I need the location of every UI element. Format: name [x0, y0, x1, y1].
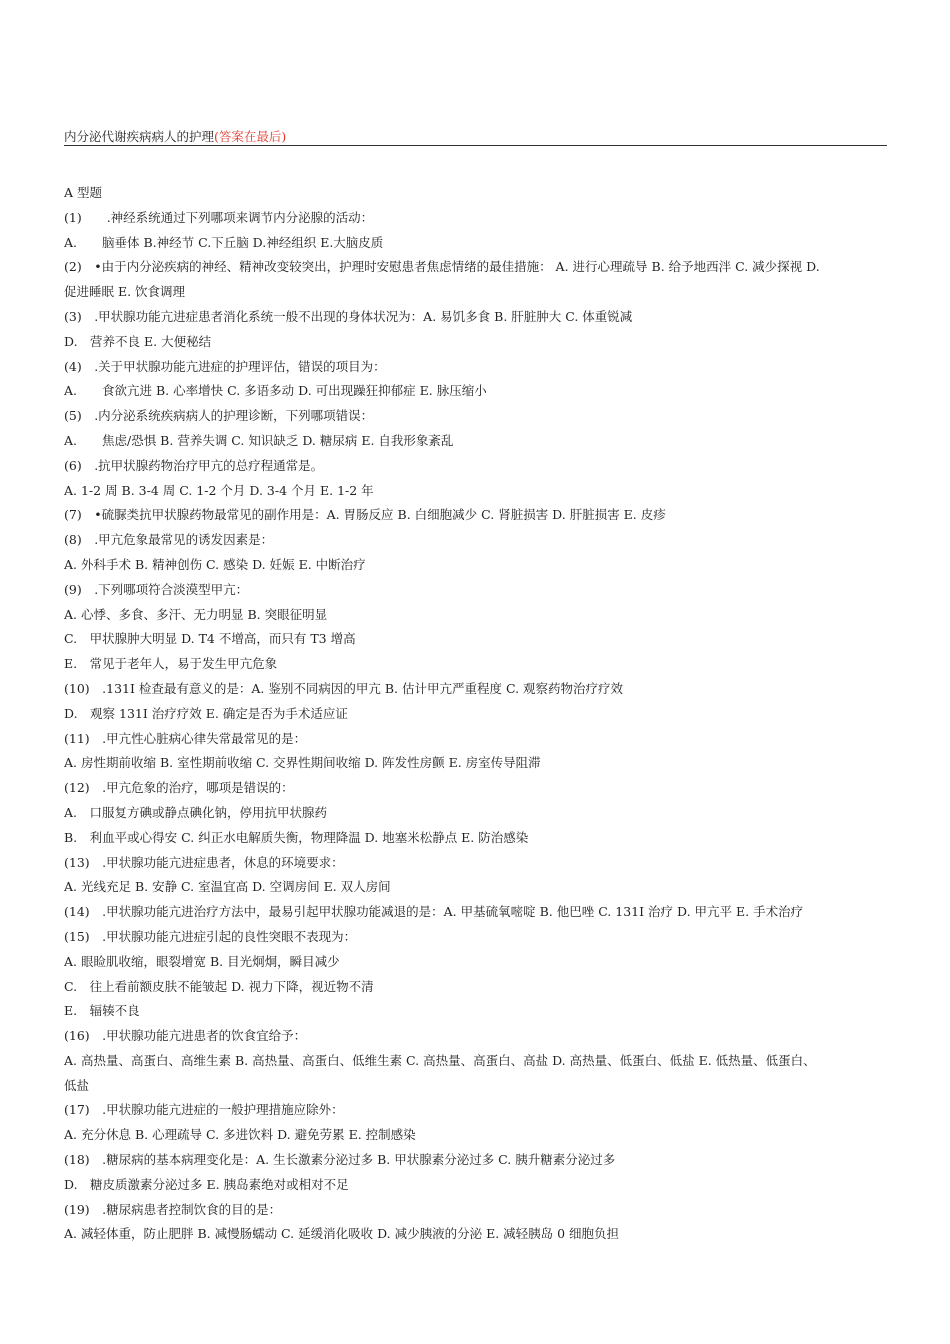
- question-line: (18) .糖尿病的基本病理变化是：A. 生长激素分泌过多 B. 甲状腺素分泌过多 C. 胰升糖素分泌过多: [64, 1152, 616, 1168]
- answer-note: (答案在最后): [214, 129, 287, 144]
- option-line: A. 光线充足 B. 安静 C. 室温宜高 D. 空调房间 E. 双人房间: [64, 879, 391, 895]
- option-line: A. 1-2 周 B. 3-4 周 C. 1-2 个月 D. 3-4 个月 E. 1-2 年: [64, 482, 374, 498]
- question-line: (2) •由于内分泌疾病的神经、精神改变较突出，护理时安慰患者焦虑情绪的最佳措施： A. 进行心理疏导 B. 给予地西泮 C. 减少探视 D.: [64, 259, 820, 275]
- option-line: B. 利血平或心得安 C. 纠正水电解质失衡，物理降温 D. 地塞米松静点 E. 防治感染: [64, 829, 529, 845]
- option-line: A. 焦虑/恐惧 B. 营养失调 C. 知识缺乏 D. 糖尿病 E. 自我形象紊乱: [64, 432, 454, 448]
- question-line: (8) .甲亢危象最常见的诱发因素是：: [64, 532, 274, 548]
- question-line: (11) .甲亢性心脏病心律失常最常见的是：: [64, 730, 307, 746]
- option-line: A. 眼睑肌收缩，眼裂增宽 B. 目光炯炯，瞬目减少: [64, 953, 340, 969]
- option-line: D. 糖皮质激素分泌过多 E. 胰岛素绝对或相对不足: [64, 1176, 349, 1192]
- section-heading: A 型题: [64, 185, 103, 200]
- question-line: (15) .甲状腺功能亢进症引起的良性突眼不表现为：: [64, 928, 357, 944]
- question-line: (6) .抗甲状腺药物治疗甲亢的总疗程通常是。: [64, 457, 324, 473]
- question-line: (3) .甲状腺功能亢进症患者消化系统一般不出现的身体状况为：A. 易饥多食 B. 肝脏肿大 C. 体重锐减: [64, 308, 633, 324]
- option-line: D. 观察 131I 治疗疗效 E. 确定是否为手术适应证: [64, 705, 348, 721]
- option-line: A. 房性期前收缩 B. 室性期前收缩 C. 交界性期间收缩 D. 阵发性房颤 E. 房室传导阻滞: [64, 755, 541, 771]
- option-line: 促进睡眠 E. 饮食调理: [64, 284, 186, 300]
- document-header: [64, 128, 887, 146]
- question-line: (12) .甲亢危象的治疗，哪项是错误的：: [64, 780, 294, 796]
- option-line: A. 充分休息 B. 心理疏导 C. 多进饮料 D. 避免劳累 E. 控制感染: [64, 1127, 416, 1143]
- question-line: (5) .内分泌系统疾病病人的护理诊断，下列哪项错误：: [64, 408, 374, 424]
- question-line: (14) .甲状腺功能亢进治疗方法中，最易引起甲状腺功能减退的是：A. 甲基硫氧嘧啶 B. 他巴唑 C. 131I 治疗 D. 甲亢平 E. 手术治疗: [64, 904, 804, 920]
- option-line: C. 甲状腺肿大明显 D. T4 不增高，而只有 T3 增高: [64, 631, 356, 647]
- question-line: (17) .甲状腺功能亢进症的一般护理措施应除外：: [64, 1102, 344, 1118]
- question-line: (19) .糖尿病患者控制饮食的目的是：: [64, 1201, 282, 1217]
- option-line: A. 脑垂体 B.神经节 C.下丘脑 D.神经组织 E.大脑皮质: [64, 234, 384, 250]
- option-line: A. 食欲亢进 B. 心率增快 C. 多语多动 D. 可出现躁狂抑郁症 E. 脉压缩小: [64, 383, 487, 399]
- option-line: A. 心悸、多食、多汗、无力明显 B. 突眼征明显: [64, 606, 328, 622]
- question-line: (16) .甲状腺功能亢进患者的饮食宜给予：: [64, 1028, 307, 1044]
- option-line: A. 外科手术 B. 精神创伤 C. 感染 D. 妊娠 E. 中断治疗: [64, 556, 366, 572]
- question-line: (9) .下列哪项符合淡漠型甲亢：: [64, 581, 249, 597]
- option-line: 低盐: [64, 1077, 90, 1093]
- option-line: A. 减轻体重，防止肥胖 B. 减慢肠蠕动 C. 延缓消化吸收 D. 减少胰液的分泌 E. 减轻胰岛 0 细胞负担: [64, 1226, 620, 1242]
- option-line: E. 辐辏不良: [64, 1003, 140, 1019]
- option-line: C. 往上看前额皮肤不能皱起 D. 视力下降，视近物不清: [64, 978, 374, 994]
- question-line: (1) .神经系统通过下列哪项来调节内分泌腺的活动：: [64, 209, 374, 225]
- question-line: (4) .关于甲状腺功能亢进症的护理评估，错误的项目为：: [64, 358, 386, 374]
- document-title: 内分泌代谢疾病病人的护理: [64, 129, 215, 144]
- question-list: [64, 181, 894, 1247]
- option-line: A. 口服复方碘或静点碘化钠，停用抗甲状腺药: [64, 804, 328, 820]
- option-line: A. 高热量、高蛋白、高维生素 B. 高热量、高蛋白、低维生素 C. 高热量、高蛋白、高盐 D. 高热量、低蛋白、低盐 E. 低热量、低蛋白、: [64, 1052, 816, 1068]
- question-line: (7) •硫脲类抗甲状腺药物最常见的副作用是：A. 胃肠反应 B. 白细胞减少 C. 肾脏损害 D. 肝脏损害 E. 皮疹: [64, 507, 666, 523]
- option-line: D. 营养不良 E. 大便秘结: [64, 333, 212, 349]
- option-line: E. 常见于老年人，易于发生甲亢危象: [64, 656, 278, 672]
- question-line: (10) .131I 检查最有意义的是：A. 鉴别不同病因的甲亢 B. 估计甲亢严重程度 C. 观察药物治疗疗效: [64, 680, 624, 696]
- question-line: (13) .甲状腺功能亢进症患者，休息的环境要求：: [64, 854, 344, 870]
